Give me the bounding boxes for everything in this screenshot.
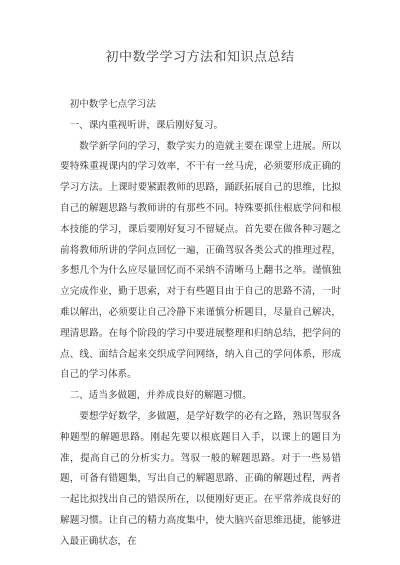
section-heading-methods: 初中数学七点学习法 xyxy=(69,99,156,110)
document-title: 初中数学学习方法和知识点总结 xyxy=(105,50,295,65)
section-heading-2: 二、适当多做题，并养成良好的解题习惯。 xyxy=(69,390,252,402)
document-body xyxy=(60,95,341,553)
section-heading-1: 一、课内重视听讲，课后刚好复习。 xyxy=(69,119,224,131)
body-paragraph-1: 数学新学问的学习，数学实力的造就主要在课堂上进展。所以要特殊重视课内的学习效率，不干有一丝马虎，必须要形成正确的学习方法。上课时要紧跟教师的思路，踊跃拓展自己的思维，比拟自己的解题思路与教师讲的有那些不同。特殊要抓住根底学问和根本技能的学习，课后要刚好复习不留疑点。首先要在做各种习题之前将教师所讲的学问点回忆一遍，正确驾驭各类公式的推理过程，多想几个为什么应尽量回忆而不采纳不清晰马上翻书之举。谨慎独立完成作业，勤于思索，对于有些题目由于自己的思路不清，一时难以解出，必须要让自己冷静下来谨慎分析题目，尽量自己解决，理清思路。在每个阶段的学习中要进展整理和归纳总结，把学问的点、线、面结合起来交织成学问网络，纳入自己的学问体系，形成自己的学习体系。 xyxy=(60,140,341,381)
body-paragraph-2: 要想学好数学，多做题，是学好数学的必有之路，熟识驾驭各种题型的解题思路。刚起先要以根底题目入手，以课上的题目为准，提高自己的分析实力。驾驭一般的解题思路。对于一些易错题，可备有错题集，写出自己的解题思路、正确的解题过程，两者一起比拟找出自己的错误所在，以便刚好更正。在平常养成良好的解题习惯。让自己的精力高度集中，使大脑兴奋思维迅捷，能够进入最正确状态，在 xyxy=(60,410,341,547)
